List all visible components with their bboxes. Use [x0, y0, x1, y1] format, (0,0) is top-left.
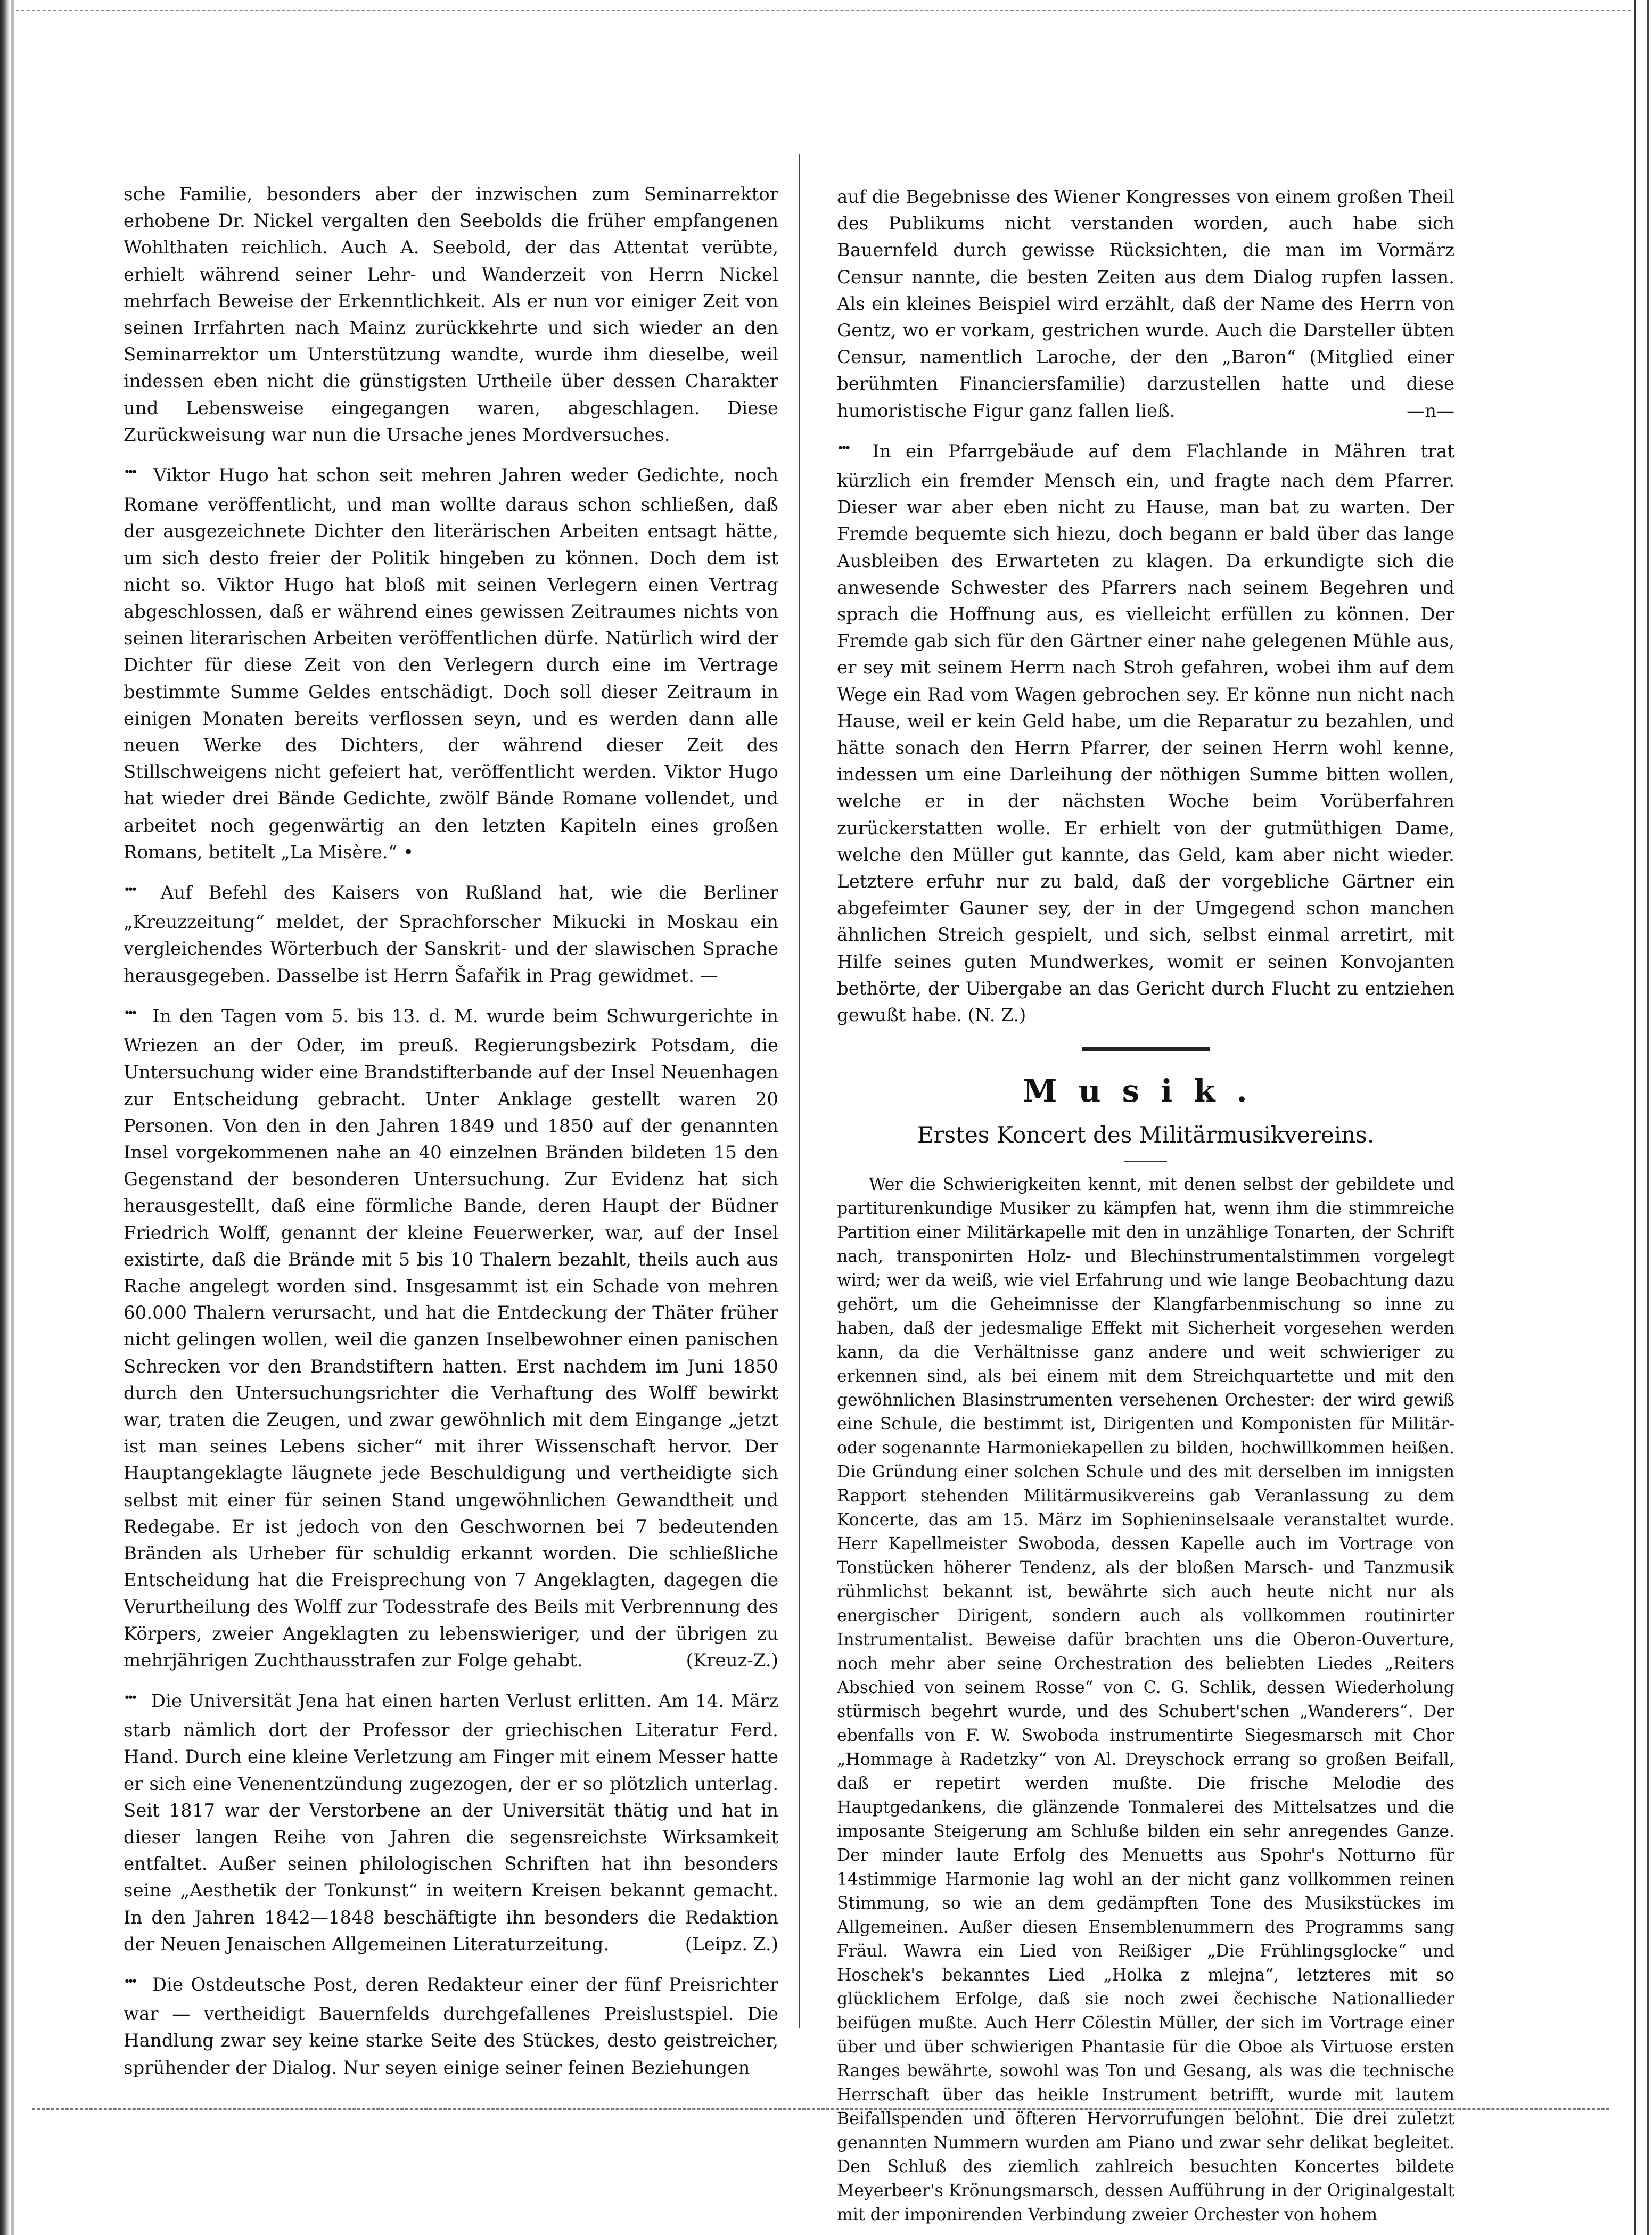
news-item-hugo: ••• Viktor Hugo hat schon seit mehren Jahren weder Gedichte, noch Romane veröffentlicht, und man wollte daraus schon schließen, daß der ausgezeichnete Dichter den literärischen Arbeiten entsagt hätte, um sich desto freier der Politik hingeben zu können. Doch dem ist nicht so. Viktor Hugo hat bloß mit seinen Verlegern einen Vertrag abgeschlossen, daß er während eines gewissen Zeitraumes nichts von seinen literarischen Arbeiten veröffentlichen dürfe. Natürlich wird der Dichter für diese Zeit von den Verlegern durch eine im Vertrage bestimmte Summe Geldes entschädigt. Doch soll dieser Zeitraum in einigen Monaten bereits verflossen seyn, und es werden dann alle neuen Werke des Dichters, der während dieser Zeit des Stillschweigens nicht gefeiert hat, veröffentlicht werden. Viktor Hugo hat wieder drei Bände Gedichte, zwölf Bände Romane vollendet, und arbeitet noch gegenwärtig an den letzten Kapiteln eines großen Romans, betitelt „La Misère.“ •	[124, 462, 778, 866]
section-rule	[1082, 1047, 1210, 1051]
right-column	[837, 184, 1454, 2227]
article-paragraph: sche Familie, besonders aber der inzwischen zum Seminarrektor erhobene Dr. Nickel vergalten den Seebolds die früher empfangenen Wohlthaten reichlich. Auch A. Seebold, der das Attentat verübte, erhielt während seiner Lehr- und Wanderzeit von Herrn Nickel mehrfach Beweise der Erkenntlichkeit. Als er nun vor einiger Zeit von seinen Irrfahrten nach Mainz zurückkehrte und sich wieder an den Seminarrektor um Unterstützung wandte, wurde ihm dieselbe, weil indessen eben nicht die günstigsten Urtheile über dessen Charakter und Lebensweise eingegangen waren, abgeschlagen. Diese Zurückweisung war nun die Ursache jenes Mordversuches.	[124, 184, 778, 446]
paragraph-gap	[124, 989, 778, 1002]
section-subtitle: Erstes Koncert des Militärmusikvereins.	[917, 1122, 1375, 1148]
news-item-post: ••• Die Ostdeutsche Post, deren Redakteur einer der fünf Preisrichter war — vertheidigt Bauernfelds durchgefallenes Preislustspiel. Die Handlung zwar sey keine starke Seite des Stückes, desto geistreicher, sprühender der Dialog. Nur seyen einige seiner feinen Beziehungen	[124, 1971, 778, 2081]
source-citation: —n—	[1407, 400, 1454, 422]
paragraph-gap	[124, 1674, 778, 1687]
news-item-jena	[124, 1688, 778, 1958]
news-item-jena-text: Die Universität Jena hat einen harten Verlust erlitten. Am 14. März starb nämlich dort der Professor der griechischen Literatur Ferd. Hand. Durch eine kleine Verletzung am Finger mit einem Messer hatte er sich eine Venenentzündung zugezogen, der er so plötzlich unterlag. Seit 1817 war der Verstorbene an der Universität thätig und hat in dieser langen Reihe von Jahren die segensreichste Wirksamkeit entfaltet. Außer seinen philologischen Schriften hat ihn besonders seine „Aesthetik der Tonkunst“ in weitern Kreisen bekannt gemacht. In den Jahren 1842—1848 beschäftigte ihn besonders die Redaktion der Neuen Jenaischen Allgemeinen Literaturzeitung.	[124, 1690, 778, 1955]
news-item-parish	[837, 438, 1454, 1029]
page-binding-edge	[0, 0, 10, 2235]
source-citation: (Leipz. Z.)	[685, 1933, 778, 1955]
paragraph-gap	[124, 866, 778, 878]
news-item-trial	[124, 1003, 778, 1674]
article-continuation	[837, 184, 1454, 424]
article-continuation-text: auf die Begebnisse des Wiener Kongresses von einem großen Theil des Publikums nicht verstanden worden, auch habe sich Bauernfeld durch gewisse Rücksichten, die man im Vormärz Censur nannte, die besten Zeiten aus dem Dialog rupfen lassen. Als ein kleines Beispiel wird erzählt, daß der Name des Herrn von Gentz, wo er vorkam, gestrichen wurde. Auch die Darsteller übten Censur, namentlich Laroche, der den „Baron“ (Mitglied einer berühmten Financiersfamilie) darzustellen hatte und diese humoristische Figur ganz fallen ließ.	[837, 186, 1454, 422]
news-item-parish-text: In ein Pfarrgebäude auf dem Flachlande in Mähren trat kürzlich ein fremder Mensch ein, und fragte nach dem Pfarrer. Dieser war aber eben nicht zu Hause, man bat zu warten. Der Fremde bequemte sich hiezu, doch begann er bald über das lange Ausbleiben des Erwarteten zu klagen. Da erkundigte sich die anwesende Schwester des Pfarrers nach seinem Begehren und sprach die Hoffnung aus, es vielleicht erfüllen zu können. Der Fremde gab sich für den Gärtner einer nahe gelegenen Mühle aus, er sey mit seinem Herrn nach Stroh gefahren, wobei ihm auf dem Wege ein Rad vom Wagen gebrochen sey. Er könne nun nicht nach Hause, weil er kein Geld habe, um die Reparatur zu bezahlen, und hätte sonach den Herrn Pfarrer, der seinen Herrn wohl kenne, indessen um eine Darleihung der nöthigen Summe bitten wollen, welche er in der nächsten Woche beim Vorüberfahren zurückerstatten wolle. Er erhielt von der gutmüthigen Dame, welche den Müller gut kannte, das Geld, kam aber nicht wieder. Letztere erfuhr nur zu bald, daß der vorgebliche Gärtner ein abgefeimter Gauner sey, der in der Umgegend schon manchen ähnlichen Streich gespielt, und sich, selbst einmal arretirt, mit Hilfe seines guten Mundwerkes, womit er seinen Konvojanten bethörte, der Uibergabe an das Gericht durch Flucht zu entziehen gewußt habe.	[837, 440, 1454, 1026]
paragraph-gap	[124, 1958, 778, 1970]
paragraph-gap	[124, 448, 778, 461]
source-citation: (N. Z.)	[967, 1005, 1026, 1026]
news-item-trial-text: In den Tagen vom 5. bis 13. d. M. wurde beim Schwurgerichte in Wriezen an der Oder, im preuß. Regierungsbezirk Potsdam, die Untersuchung wider eine Brandstifterbande auf der Insel Neuenhagen zur Entscheidung gebracht. Unter Anklage gestellt waren 20 Personen. Von den in den Jahren 1849 und 1850 auf der genannten Insel vorgekommenen nahe an 40 einzelnen Bränden bildeten 15 den Gegenstand der besonderen Untersuchung. Zur Evidenz hat sich herausgestellt, daß eine förmliche Bande, deren Haupt der Büdner Friedrich Wolff, genannt der kleine Feuerwerker, war, auf der Insel existirte, daß die Brände mit 5 bis 10 Thalern bezahlt, theils auch aus Rache angelegt worden sind. Insgesammt ist ein Schade von mehren 60.000 Thalern verursacht, und hat die Entdeckung der Thäter früher nicht gelingen wollen, weil die ganzen Inselbewohner einen panischen Schrecken vor den Brandstiftern hatten. Erst nachdem im Juni 1850 durch den Untersuchungsrichter die Verhaftung des Wolff bewirkt war, traten die Zeugen, und zwar gewöhnlich mit dem Eingange „jetzt ist man seines Lebens sicher“ mit ihrer Wissenschaft hervor. Der Hauptangeklagte läugnete jede Beschuldigung und vertheidigte sich selbst mit einer für seinen Stand ungewöhnlichen Gewandtheit und Redegabe. Er ist jedoch von den Geschwornen bei 7 bedeutenden Bränden als Urheber für schuldig erkannt worden. Die schließliche Entscheidung hat die Freisprechung von 7 Angeklagten, dagegen die Verurtheilung des Wolff zur Todesstrafe des Beils mit Verbrennung des Körpers, zweier Angeklagten zu lebenswieriger, und der übrigen zu mehrjährigen Zuchthausstrafen zur Folge gehabt.	[124, 1005, 778, 1671]
page-top-border	[16, 10, 1631, 13]
left-column	[124, 181, 778, 2081]
subtitle-rule	[1124, 1161, 1167, 1162]
paragraph-gap	[837, 424, 1454, 437]
column-divider	[799, 154, 800, 2028]
source-citation: (Kreuz-Z.)	[686, 1649, 778, 1671]
music-review	[837, 1173, 1454, 2227]
news-item-dictionary: ••• Auf Befehl des Kaisers von Rußland hat, wie die Berliner „Kreuzzeitung“ meldet, der Sprachforscher Mikucki in Moskau ein vergleichendes Wörterbuch der Sanskrit- und der slawischen Sprache herausgegeben. Dasselbe ist Herrn Šafařik in Prag gewidmet. —	[124, 880, 778, 989]
page-bottom-border	[32, 2108, 1609, 2114]
music-review-paragraph: Wer die Schwierigkeiten kennt, mit denen selbst der gebildete und partiturenkundige Musiker zu kämpfen hat, wenn ihm die stimmreiche Partition einer Militärkapelle mit den in unzählige Tonarten, der Schrift nach, transponirten Holz- und Blechinstrumentalstimmen vorgelegt wird; wer da weiß, wie viel Erfahrung und wie lange Beobachtung dazu gehört, um die Geheimnisse der Klangfarbenmischung so inne zu haben, daß der jedesmalige Effekt mit Sicherheit vorgesehen werden kann, da die Verhältnisse ganz andere und weit schwieriger zu erkennen sind, als bei einem mit dem Streichquartette und mit den gewöhnlichen Blasinstrumenten versehenen Orchester: der wird gewiß eine Schule, die bestimmt ist, Dirigenten und Komponisten für Militär- oder sogenannte Harmoniekapellen zu bilden, hochwillkommen heißen. Die Gründung einer solchen Schule und des mit derselben im innigsten Rapport stehenden Militärmusikvereins gab Veranlassung zu dem Koncerte, das am 15. März im Sophieninselsaale veranstaltet wurde. Herr Kapellmeister Swoboda, dessen Kapelle auch im Vortrage von Tonstücken höherer Tendenz, als der bloßen Marsch- und Tanzmusik rühmlichst bekannt ist, bewährte sich auch heute nicht nur als energischer Dirigent, sondern auch als vollkommen routinirter Instrumentalist. Beweise dafür brachten uns die Oberon-Ouverture, noch mehr aber seine Orchestration des beliebten Liedes „Reiters Abschied von seinem Rosse“ von C. G. Schlik, dessen Wiederholung stürmisch begehrt wurde, und des Schubert'schen „Wanderers“. Der ebenfalls von F. W. Swoboda instrumentirte Siegesmarsch mit Chor „Hommage à Radetzky“ von Al. Dreyschock errang so großen Beifall, daß er repetirt werden mußte. Die frische Melodie des Hauptgedankens, die glänzende Tonmalerei des Mittelsatzes und die imposante Steigerung am Schluße bilden ein sehr anregendes Ganze. Der minder laute Erfolg des Menuetts aus Spohr's Notturno für 14stimmige Harmonie lag wohl an der nicht ganz vollkommen reinen Stimmung, so wie an dem gedämpften Tone des Musikstückes im Allgemeinen. Außer diesen Ensemblenummern des Programms sang Fräul. Wawra ein Lied von Reißiger „Die Frühlingsglocke“ und Hoschek's bekanntes Lied „Holka z mlejna“, letzteres mit so glücklichem Erfolge, daß sie noch zwei čechische Nationallieder beifügen mußte. Auch Herr Cölestin Müller, der sich im Vortrage einer über und über schwierigen Phantasie für die Oboe als Virtuose ersten Ranges bewährte, sowohl was Ton und Gesang, als was die technische Herrschaft über das heikle Instrument betrifft, wurde mit lautem Beifallspenden und öfteren Hervorrufungen belohnt. Die drei zuletzt genannten Nummern wurden am Piano und zwar sehr delikat begleitet. Den Schluß des ziemlich zahlreich besuchten Koncertes bildete Meyerbeer's Krönungsmarsch, dessen Aufführung in der Originalgestalt mit der imponirenden Verbindung zweier Orchester von hohem	[837, 1175, 1454, 2225]
page-right-border	[1634, 0, 1649, 2235]
page-binding-shadow	[11, 0, 14, 2235]
section-title: Musik.	[1023, 1073, 1269, 1110]
